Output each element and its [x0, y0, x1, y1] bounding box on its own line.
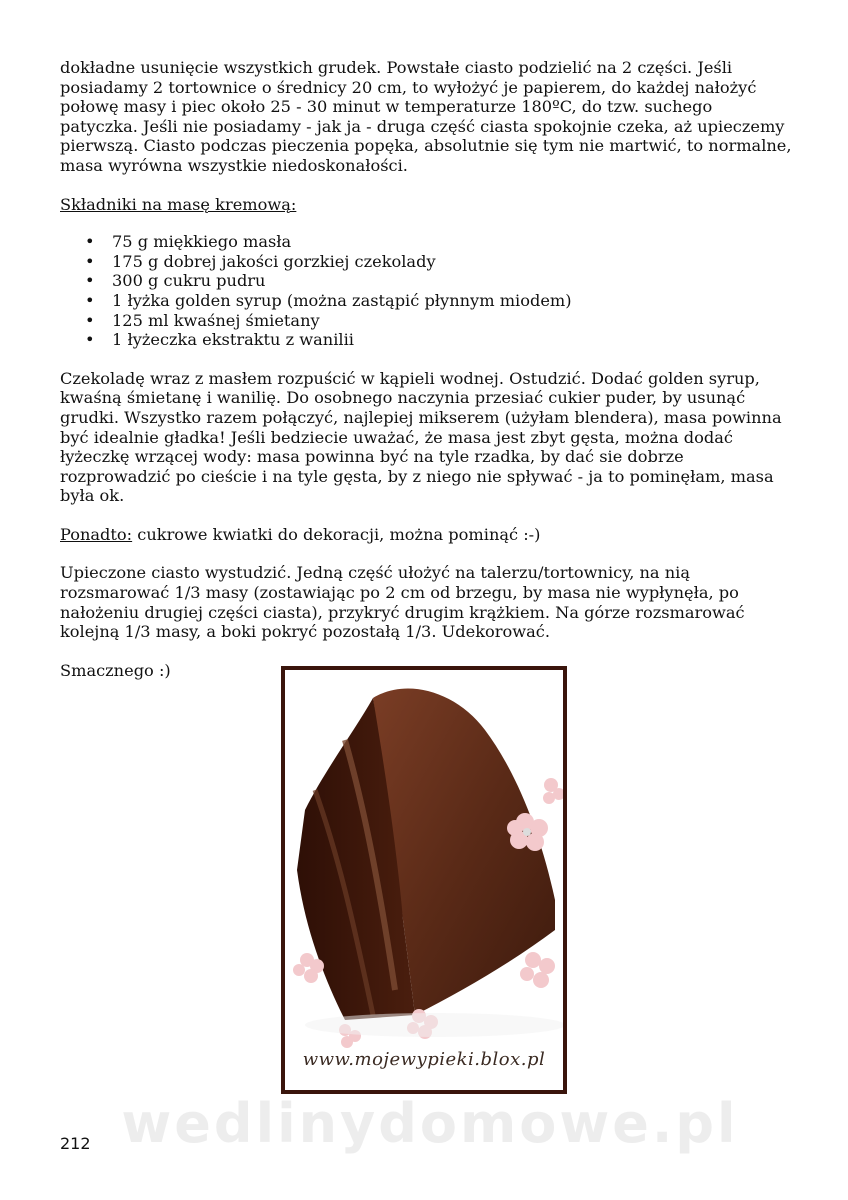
cake-photo: [281, 666, 567, 1094]
list-item: • 1 łyżka golden syrup (można zastąpić płynnym miodem): [112, 291, 792, 311]
ingredients-heading: Składniki na masę kremową:: [60, 194, 297, 214]
document-body: [60, 58, 792, 680]
list-item: • 1 łyżeczka ekstraktu z wanilii: [112, 330, 792, 350]
list-item: • 300 g cukru pudru: [112, 271, 792, 291]
page-number: 212: [60, 1134, 91, 1153]
paragraph-extras: [60, 525, 792, 545]
list-item: • 125 ml kwaśnej śmietany: [112, 311, 792, 331]
extras-label: Ponadto:: [60, 524, 133, 544]
ingredients-list: [60, 232, 792, 350]
list-item: • 175 g dobrej jakości gorzkiej czekolady: [112, 252, 792, 272]
paragraph-baking: dokładne usunięcie wszystkich grudek. Powstałe ciasto podzielić na 2 części. Jeśli posiadamy 2 tortownice o średnicy 20 cm, to wyłożyć je papierem, do każdej nałożyć połowę masy i piec około 25 - 30 minut w temperaturze 180ºC, do tzw. suchego patyczka. Jeśli nie posiadamy - jak ja - druga część ciasta spokojnie czeka, aż upieczemy pierwszą. Ciasto podczas pieczenia popęka, absolutnie się tym nie martwić, to normalne, masa wyrówna wszystkie niedoskonałości.: [60, 58, 792, 175]
paragraph-assembly: Upieczone ciasto wystudzić. Jedną część ułożyć na talerzu/tortownicy, na nią rozsmarować 1/3 masy (zostawiając po 2 cm od brzegu, by masa nie wypłynęła, po nałożeniu drugiej części ciasta), przykryć drugim krążkiem. Na górze rozsmarować kolejną 1/3 masy, a boki pokryć pozostałą 1/3. Udekorować.: [60, 563, 745, 642]
page-watermark: wedlinydomowe.pl: [121, 1092, 739, 1155]
cake-illustration: [285, 670, 563, 1090]
closing-text: Smacznego :): [60, 660, 171, 680]
photo-watermark: www.mojewypieki.blox.pl: [302, 1049, 546, 1070]
list-item: • 75 g miękkiego masła: [112, 232, 792, 252]
extras-text: cukrowe kwiatki do dekoracji, można pominąć :-): [132, 524, 541, 544]
paragraph-frosting: Czekoladę wraz z masłem rozpuścić w kąpieli wodnej. Ostudzić. Dodać golden syrup, kwaśną śmietanę i wanilię. Do osobnego naczynia przesiać cukier puder, by usunąć grudki. Wszystko razem połączyć, najlepiej mikserem (użyłam blendera), masa powinna być idealnie gładka! Jeśli bedziecie uważać, że masa jest zbyt gęsta, można dodać łyżeczkę wrzącej wody: masa powinna być na tyle rzadka, by dać sie dobrze rozprowadzić po cieście i na tyle gęsta, by z niego nie spływać - ja to pominęłam, masa była ok.: [60, 368, 782, 506]
